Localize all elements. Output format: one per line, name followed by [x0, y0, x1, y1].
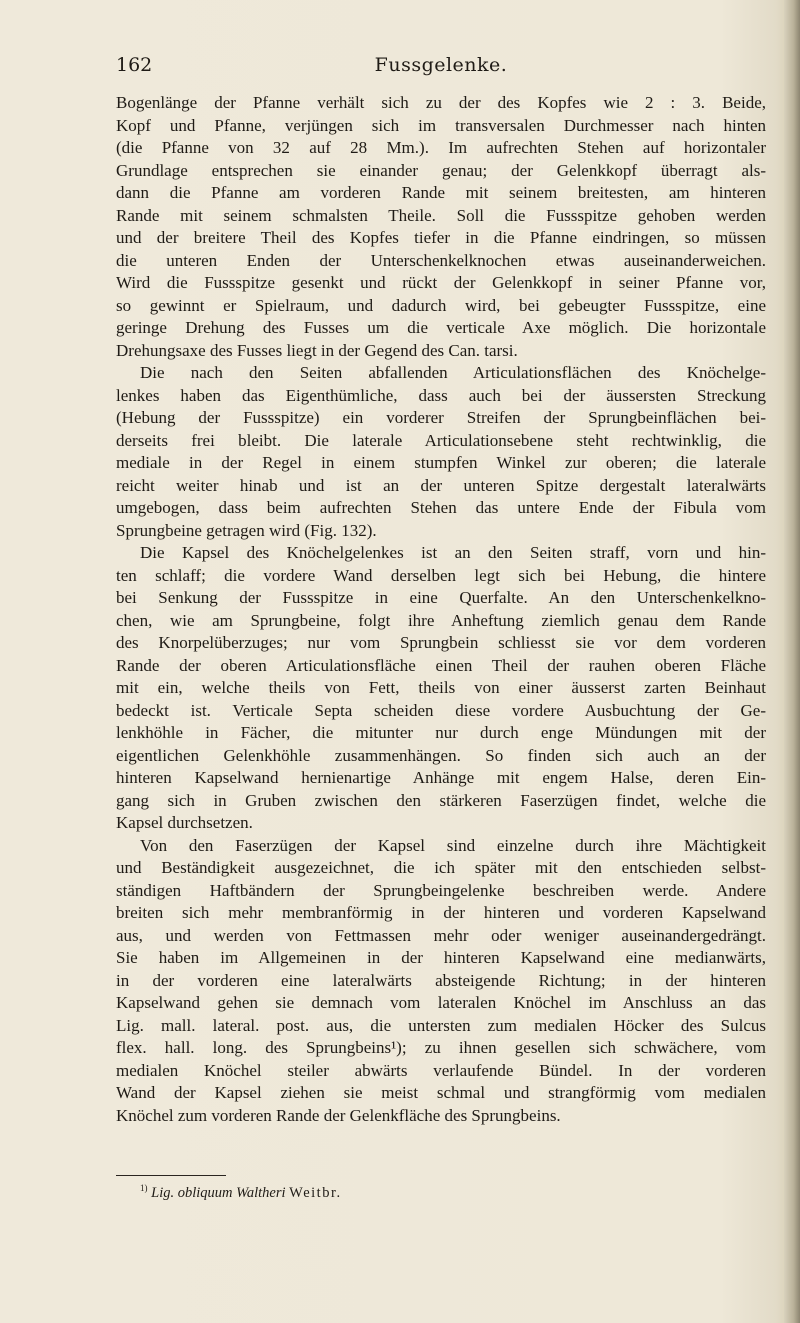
text-line: lenkhöhle in Fächer, die mitunter nur durch enge Mündungen mit der — [116, 723, 766, 742]
text-line: Wand der Kapsel ziehen sie meist schmal und strangförmig vom medialen — [116, 1083, 766, 1102]
text-line: dann die Pfanne am vorderen Rande mit seinem breitesten, am hinteren — [116, 183, 766, 202]
running-title: Fussgelenke. — [374, 54, 508, 76]
text-line: Die Kapsel des Knöchelgelenkes ist an den Seiten straff, vorn und hin- — [140, 543, 766, 562]
text-line: mediale in der Regel in einem stumpfen Winkel zur oberen; die laterale — [116, 453, 766, 472]
text-line: (Hebung der Fussspitze) ein vorderer Streifen der Sprungbeinflächen bei- — [116, 408, 766, 427]
text-line: Knöchel zum vorderen Rande der Gelenkfläche des Sprungbeins. — [116, 1105, 561, 1125]
text-line: mit ein, welche theils von Fett, theils von einer äusserst zarten Beinhaut — [116, 678, 766, 697]
footnote-rule — [116, 1175, 226, 1176]
text-line: aus, und werden von Fettmassen mehr oder weniger auseinandergedrängt. — [116, 925, 766, 945]
text-line: des Knorpelüberzuges; nur vom Sprungbein schliesst sie vor dem vorderen — [116, 633, 766, 652]
text-line: und Beständigkeit ausgezeichnet, die ich später mit den entschieden selbst- — [116, 858, 766, 877]
text-line: ständigen Haftbändern der Sprungbeingelenke beschreiben werde. Andere — [116, 880, 766, 900]
text-line: breiten sich mehr membranförmig in der hinteren und vorderen Kapselwand — [116, 903, 766, 922]
text-line: die unteren Enden der Unterschenkelknochen etwas auseinanderweichen. — [116, 250, 766, 270]
text-line: Rande der oberen Articulationsfläche einen Theil der rauhen oberen Fläche — [116, 655, 766, 675]
text-line: bei Senkung der Fussspitze in eine Querfalte. An den Unterschenkelkno- — [116, 588, 766, 607]
body-text — [116, 92, 766, 1127]
text-line: lenkes haben das Eigenthümliche, dass auch bei der äussersten Streckung — [116, 385, 766, 405]
text-line: Kapselwand gehen sie demnach vom lateralen Knöchel im Anschluss an das — [116, 993, 766, 1012]
text-line: derseits frei bleibt. Die laterale Articulationsebene steht rechtwinklig, die — [116, 430, 766, 450]
text-line: bedeckt ist. Verticale Septa scheiden diese vordere Ausbuchtung der Ge- — [116, 700, 766, 720]
text-line: Kopf und Pfanne, verjüngen sich im transversalen Durchmesser nach hinten — [116, 115, 766, 135]
text-line: medialen Knöchel steiler abwärts verlaufende Bündel. In der vorderen — [116, 1060, 766, 1080]
footnote — [140, 1183, 760, 1202]
footnote-latin: Lig. obliquum Waltheri — [151, 1184, 286, 1201]
text-line: flex. hall. long. des Sprungbeins¹); zu ihnen gesellen sich schwächere, vom — [116, 1038, 766, 1057]
running-header — [116, 54, 766, 80]
text-line: (die Pfanne von 32 auf 28 Mm.). Im aufrechten Stehen auf horizontaler — [116, 138, 766, 157]
text-line: Die nach den Seiten abfallenden Articulationsflächen des Knöchelge- — [140, 363, 766, 382]
text-line: reicht weiter hinab und ist an der unteren Spitze dergestalt lateralwärts — [116, 475, 766, 495]
text-line: in der vorderen eine lateralwärts absteigende Richtung; in der hinteren — [116, 970, 766, 990]
text-line: umgebogen, dass beim aufrechten Stehen das untere Ende der Fibula vom — [116, 498, 766, 517]
text-line: Wird die Fussspitze gesenkt und rückt der Gelenkkopf in seiner Pfanne vor, — [116, 273, 766, 292]
text-line: Von den Faserzügen der Kapsel sind einzelne durch ihre Mächtigkeit — [140, 835, 766, 855]
text-line: so gewinnt er Spielraum, und dadurch wird, bei gebeugter Fussspitze, eine — [116, 295, 766, 315]
text-line: Sprungbeine getragen wird (Fig. 132). — [116, 520, 377, 540]
text-line: Kapsel durchsetzen. — [116, 813, 253, 832]
text-line: eigentlichen Gelenkhöhle zusammenhängen. So finden sich auch an der — [116, 745, 766, 765]
text-line: Sie haben im Allgemeinen in der hinteren Kapselwand eine medianwärts, — [116, 948, 766, 967]
footnote-marker: 1) — [140, 1183, 148, 1193]
text-line: ten schlaff; die vordere Wand derselben legt sich bei Hebung, die hintere — [116, 565, 766, 585]
page-number: 162 — [116, 54, 153, 76]
text-line: Rande mit seinem schmalsten Theile. Soll die Fussspitze gehoben werden — [116, 205, 766, 225]
text-line: chen, wie am Sprungbeine, folgt ihre Anheftung ziemlich genau dem Rande — [116, 610, 766, 630]
text-line: und der breitere Theil des Kopfes tiefer in die Pfanne eindringen, so müssen — [116, 228, 766, 247]
text-line: Lig. mall. lateral. post. aus, die untersten zum medialen Höcker des Sulcus — [116, 1015, 766, 1035]
text-line: geringe Drehung des Fusses um die verticale Axe möglich. Die horizontale — [116, 318, 766, 337]
footnote-author: Weitbr. — [289, 1184, 342, 1201]
text-line: gang sich in Gruben zwischen den stärkeren Faserzügen findet, welche die — [116, 790, 766, 810]
page-edge — [784, 0, 800, 1323]
text-line: Grundlage entsprechen sie einander genau; der Gelenkkopf überragt als- — [116, 160, 766, 180]
text-line: hinteren Kapselwand hernienartige Anhänge mit engem Halse, deren Ein- — [116, 768, 766, 787]
text-line: Drehungsaxe des Fusses liegt in der Gegend des Can. tarsi. — [116, 340, 518, 360]
text-line: Bogenlänge der Pfanne verhält sich zu der des Kopfes wie 2 : 3. Beide, — [116, 93, 766, 112]
